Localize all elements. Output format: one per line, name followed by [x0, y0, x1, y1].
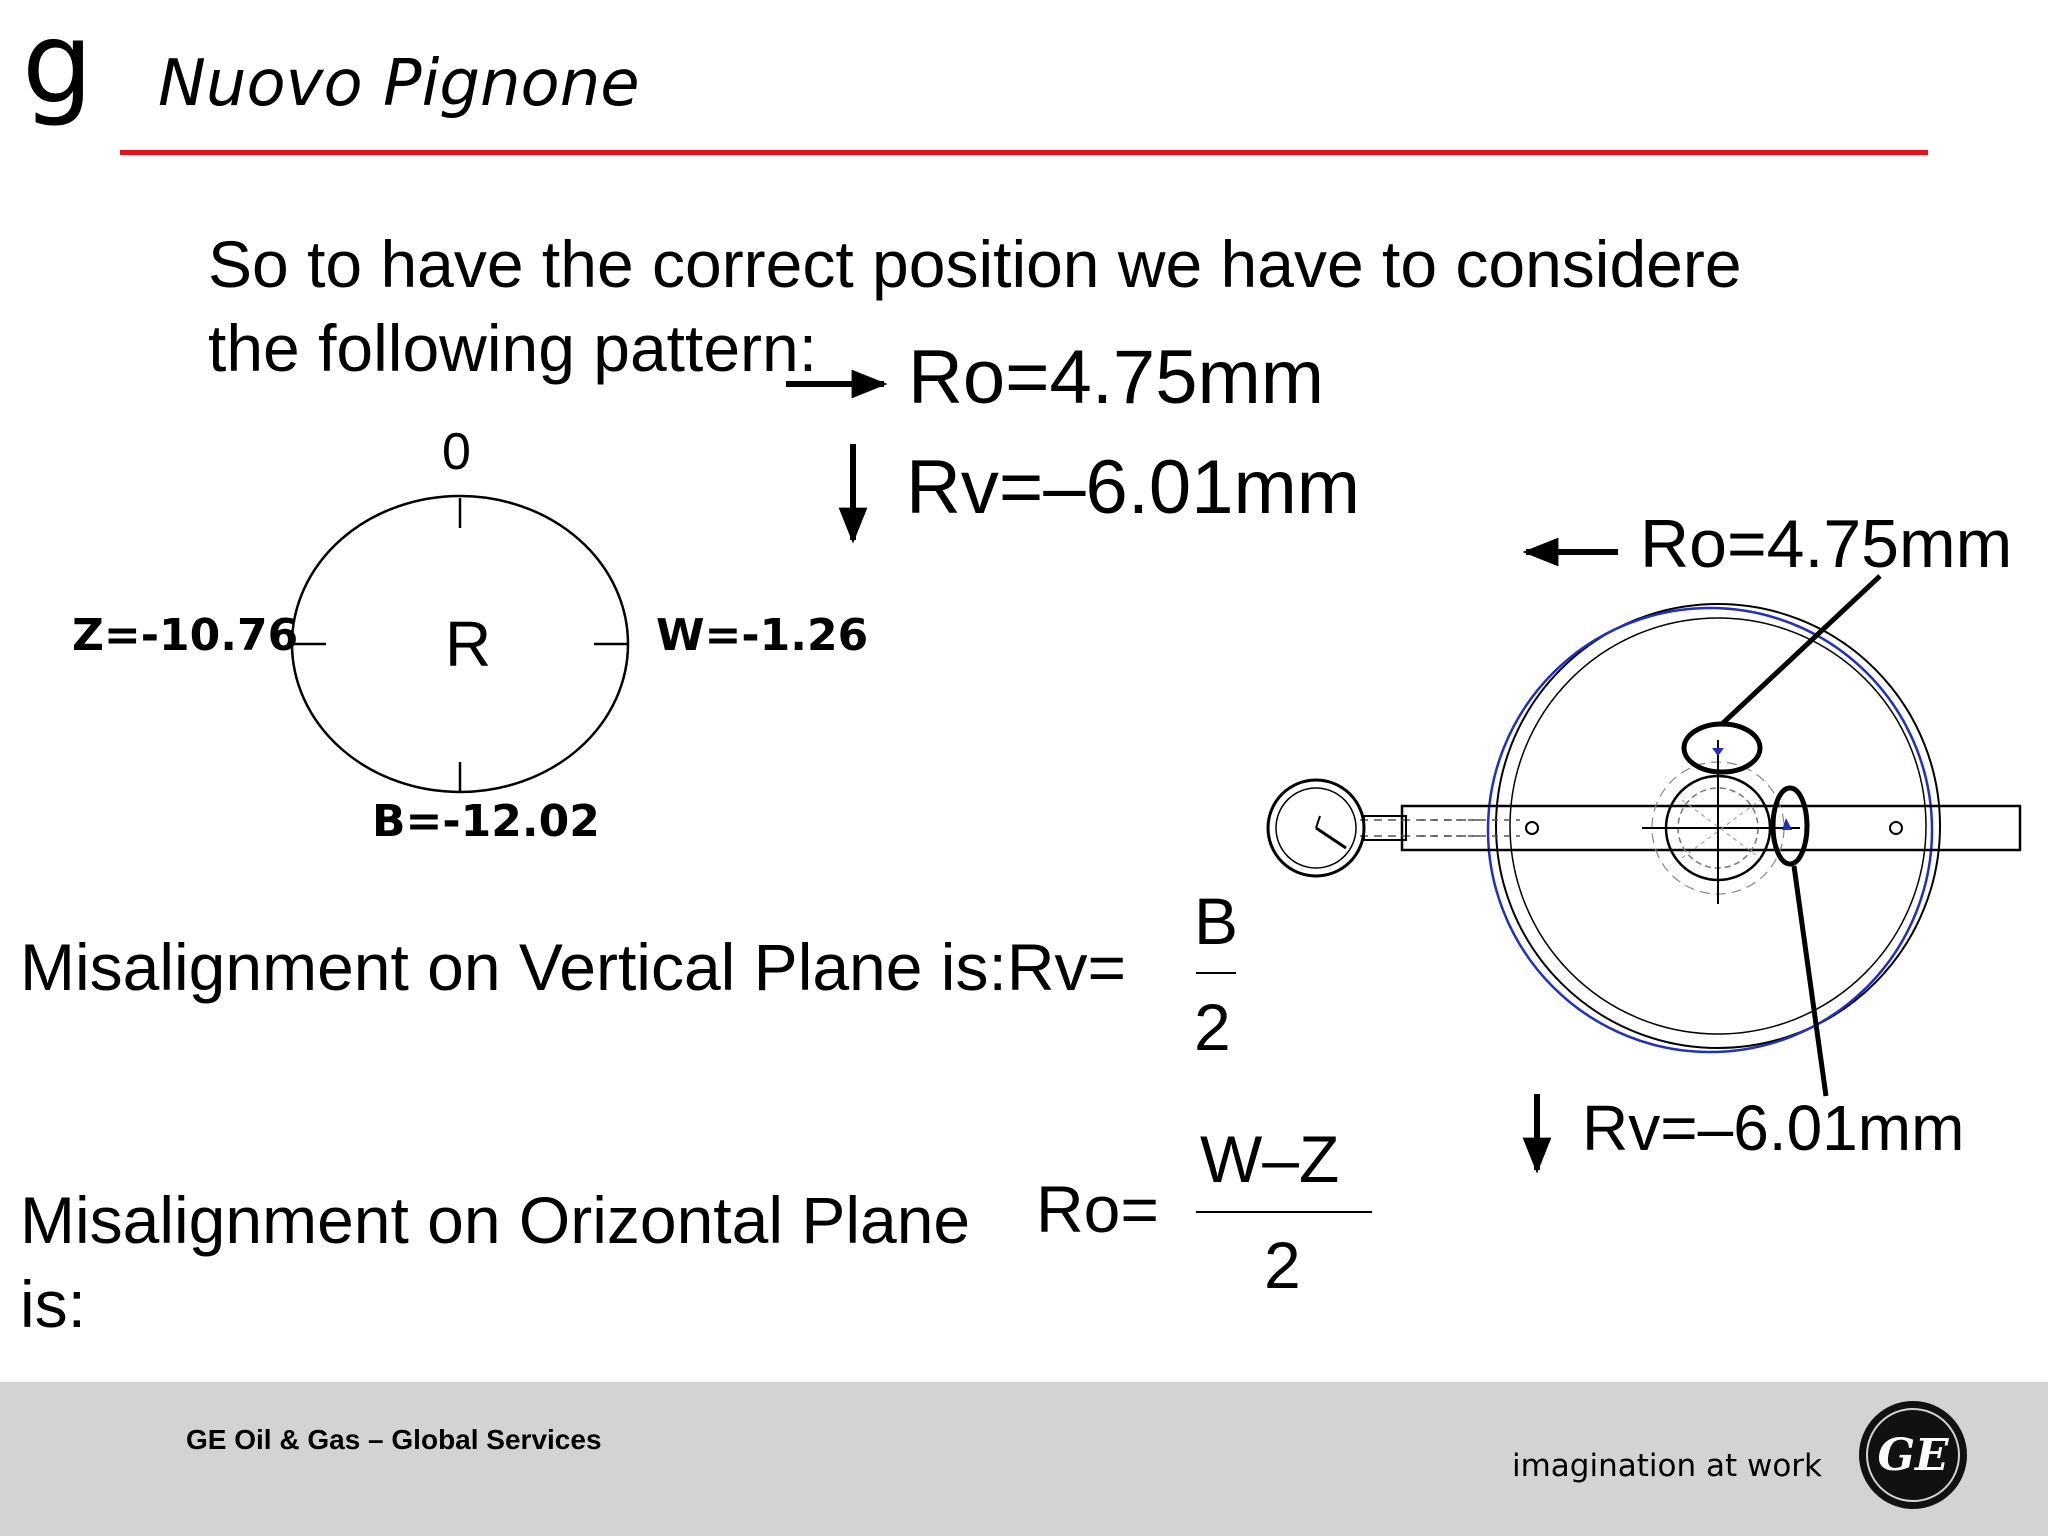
vertical-misalignment-text: Misalignment on Vertical Plane is:Rv= — [20, 930, 1127, 1004]
svg-text:GE: GE — [1877, 1430, 1949, 1481]
vertical-formula-numerator: B — [1194, 884, 1239, 958]
reading-left-label: Z=-10.76 — [72, 610, 299, 661]
horizontal-formula-denominator: 2 — [1264, 1228, 1301, 1302]
intro-line-1: So to have the correct position we have to considere — [208, 227, 1742, 301]
result-ro-top: Ro=4.75mm — [908, 335, 1325, 420]
ge-monogram-icon — [1856, 1398, 1970, 1512]
result-rv-side: Rv=–6.01mm — [1582, 1092, 1965, 1164]
reading-center-label: R — [445, 608, 492, 680]
result-rv-top: Rv=–6.01mm — [906, 445, 1361, 530]
reading-right-label: W=-1.26 — [656, 610, 869, 661]
vertical-formula-denominator: 2 — [1194, 990, 1231, 1064]
brand-mark: g — [22, 0, 94, 129]
reading-bottom-label: B=-12.02 — [372, 796, 600, 847]
footer-tagline: imagination at work — [1512, 1448, 1822, 1484]
horizontal-misalignment-text: Misalignment on Orizontal Plane is: — [20, 1183, 971, 1341]
brand-name: Nuovo Pignone — [158, 47, 640, 121]
footer-company-text: GE Oil & Gas – Global Services — [186, 1424, 602, 1455]
callout-line-rv — [1794, 866, 1826, 1096]
intro-line-2: the following pattern: — [208, 311, 818, 385]
reading-top-label: 0 — [442, 423, 471, 481]
alignment-fixture-drawing — [1268, 576, 2020, 1096]
callout-line-ro — [1722, 576, 1880, 724]
horizontal-formula-numerator: W–Z — [1200, 1122, 1340, 1196]
result-ro-side: Ro=4.75mm — [1640, 506, 2013, 582]
horizontal-formula-lhs: Ro= — [1036, 1172, 1159, 1246]
dial-gauge-icon — [1268, 780, 1406, 876]
